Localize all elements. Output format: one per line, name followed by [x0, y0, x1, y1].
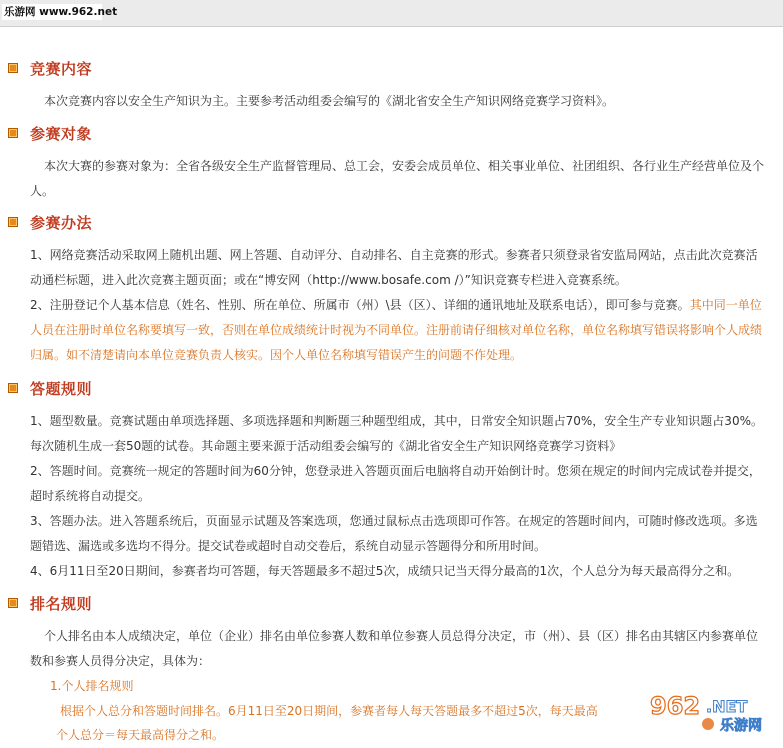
- square-bullet-icon: [8, 128, 18, 138]
- brand-cn: 乐游网: [720, 718, 762, 734]
- section-title: 参赛办法: [30, 213, 93, 232]
- section-heading-content: [8, 57, 92, 79]
- watermark-logo: [640, 688, 780, 736]
- top-bar: [0, 0, 783, 27]
- site-label: 乐游网 www.962.net: [4, 6, 118, 18]
- section-title: 参赛对象: [30, 124, 93, 143]
- section-title: 竞赛内容: [30, 59, 93, 78]
- section-paragraph: 1、题型数量。竞赛试题由单项选择题、多项选择题和判断题三种题型组成，其中，日常安全知识题占70%，安全生产专业知识题占30%。每次随机生成一套50题的试卷。其命题主要来源于活动组委会编写的《湖北省安全生产知识网络竞赛学习资料》: [30, 414, 763, 453]
- brand-suffix: .NET: [706, 697, 748, 716]
- subsection-paragraph: 个人总分＝每天最高得分之和。: [56, 728, 225, 742]
- subsection-title: 1.个人排名规则: [50, 679, 134, 693]
- section-paragraph: 1、网络竞赛活动采取网上随机出题、网上答题、自动评分、自动排名、自主竞赛的形式。参赛者只须登录省安监局网站，点击此次竞赛活动通栏标题，进入此次竞赛主题页面；或在“博安网（http://www.bosafe.com /）”知识竞赛专栏进入竞赛系统。: [30, 248, 758, 287]
- section-paragraph: 2、答题时间。竞赛统一规定的答题时间为60分钟，您登录进入答题页面后电脑将自动开始倒计时。您须在规定的时间内完成试卷并提交，超时系统将自动提交。: [30, 464, 761, 503]
- brand-logo-icon: [640, 688, 780, 736]
- section-paragraph: 3、答题办法。进入答题系统后，页面显示试题及答案选项，您通过鼠标点击选项即可作答。在规定的答题时间内，可随时修改选项。多选题错选、漏选或多选均不得分。提交试卷或超时自动交卷后，系统自动显示答题得分和所用时间。: [30, 514, 758, 553]
- brand-number: 962: [650, 692, 701, 720]
- square-bullet-icon: [8, 383, 18, 393]
- square-bullet-icon: [8, 217, 18, 227]
- section-paragraph: 4、6月11日至20日期间，参赛者均可答题，每天答题最多不超过5次，成绩只记当天得分最高的1次，个人总分为每天最高得分之和。: [30, 564, 740, 578]
- section-heading-answer-rules: [8, 377, 92, 399]
- subsection-paragraph: 根据个人总分和答题时间排名。6月11日至20日期间，参赛者每人每天答题最多不超过5次，每天最高: [60, 704, 598, 718]
- highlight-text: 其中同一单位人员在注册时单位名称要填写一致，否则在单位成绩统计时视为不同单位。注册前请仔细核对单位名称，单位名称填写错误将影响个人成绩归属。如不清楚请向本单位竞赛负责人核实。因个人单位名称填写错误产生的问题不作处理。: [30, 298, 763, 362]
- section-paragraph: 本次大赛的参赛对象为：全省各级安全生产监督管理局、总工会，安委会成员单位、相关事业单位、社团组织、各行业生产经营单位及个人。: [30, 159, 765, 198]
- section-title: 答题规则: [30, 379, 93, 398]
- section-paragraph: [30, 293, 766, 368]
- section-heading-participants: [8, 122, 92, 144]
- section-heading-ranking-rules: [8, 592, 92, 614]
- paragraph-text: 2、注册登记个人基本信息（姓名、性别、所在单位、所属市（州）\县（区）、详细的通讯地址及联系电话），即可参与竞赛。: [30, 298, 690, 312]
- section-paragraph: 本次竞赛内容以安全生产知识为主。主要参考活动组委会编写的《湖北省安全生产知识网络竞赛学习资料》。: [44, 94, 615, 108]
- section-title: 排名规则: [30, 594, 93, 613]
- section-paragraph: 个人排名由本人成绩决定，单位（企业）排名由单位参赛人数和单位参赛人员总得分决定，市（州）、县（区）排名由其辖区内参赛单位数和参赛人员得分决定，具体为：: [30, 629, 759, 668]
- square-bullet-icon: [8, 63, 18, 73]
- section-heading-method: [8, 211, 92, 233]
- square-bullet-icon: [8, 598, 18, 608]
